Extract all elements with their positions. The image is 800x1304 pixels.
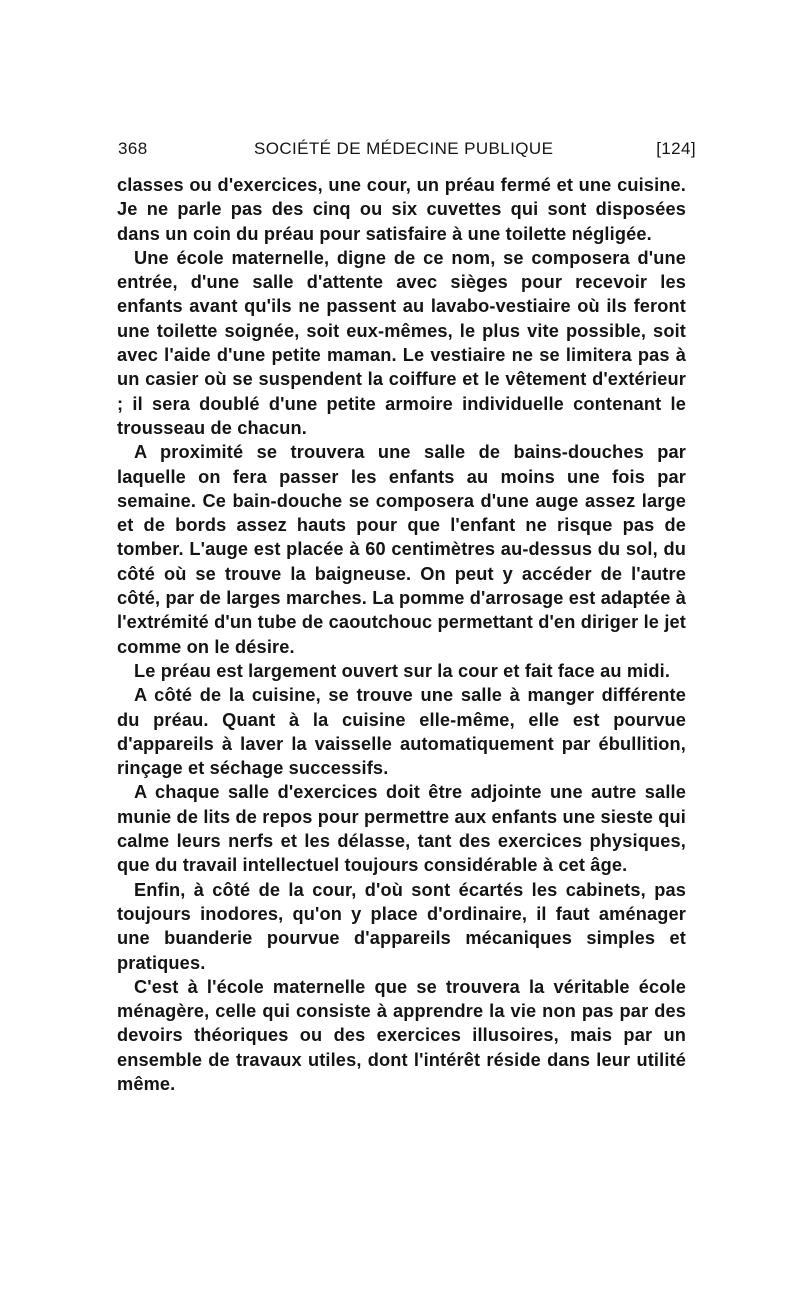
paragraph: A côté de la cuisine, se trouve une salle à manger différente du préau. Quant à la cuisine elle-même, elle est pourvue d'appareils à laver la vaisselle automatiquement par ébullition, rinçage et séchage successifs. [117,685,686,779]
section-number: [124] [656,139,696,158]
paragraph: C'est à l'école maternelle que se trouvera la véritable école ménagère, celle qui consiste à apprendre la vie non pas par des devoirs théoriques ou des exercices illusoires, mais par un ensemble de travaux utiles, dont l'intérêt réside dans leur utilité même. [117,976,686,1094]
paragraph-continuation: classes ou d'exercices, une cour, un préau fermé et une cuisine. Je ne parle pas des cinq ou six cuvettes qui sont disposées dans un coin du préau pour satisfaire à une toilette négligée. [117,175,686,244]
running-header [118,139,696,163]
paragraph: A chaque salle d'exercices doit être adjointe une autre salle munie de lits de repos pour permettre aux enfants une sieste qui calme leurs nerfs et les délasse, tant des exercices physiques, que du travail intellectuel toujours considérable à cet âge. [117,782,686,876]
paragraph: Enfin, à côté de la cour, d'où sont écartés les cabinets, pas toujours inodores, qu'on y place d'ordinaire, il faut aménager une buanderie pourvue d'appareils mécaniques simples et pratiques. [117,879,686,973]
journal-title: SOCIÉTÉ DE MÉDECINE PUBLIQUE [254,139,554,158]
page-number: 368 [118,139,148,158]
body-text [117,173,686,1096]
paragraph: Le préau est largement ouvert sur la cour et fait face au midi. [134,660,671,681]
paragraph: Une école maternelle, digne de ce nom, se composera d'une entrée, d'une salle d'attente avec sièges pour recevoir les enfants avant qu'ils ne passent au lavabo-vestiaire où ils feront une toilette soignée, soit eux-mêmes, le plus vite possible, soit avec l'aide d'une petite maman. Le vestiaire ne se limitera pas à un casier où se suspendent la coiffure et le vêtement d'extérieur ; il sera doublé d'une petite armoire individuelle contenant le trousseau de chacun. [117,247,686,438]
paragraph: A proximité se trouvera une salle de bains-douches par laquelle on fera passer les enfants au moins une fois par semaine. Ce bain-douche se composera d'une auge assez large et de bords assez hauts pour que l'enfant ne risque pas de tomber. L'auge est placée à 60 centimètres au-dessus du sol, du côté où se trouve la baigneuse. On peut y accéder de l'autre côté, par de larges marches. La pomme d'arrosage est adaptée à l'extrémité d'un tube de caoutchouc permettant d'en diriger le jet comme on le désire. [117,442,686,657]
